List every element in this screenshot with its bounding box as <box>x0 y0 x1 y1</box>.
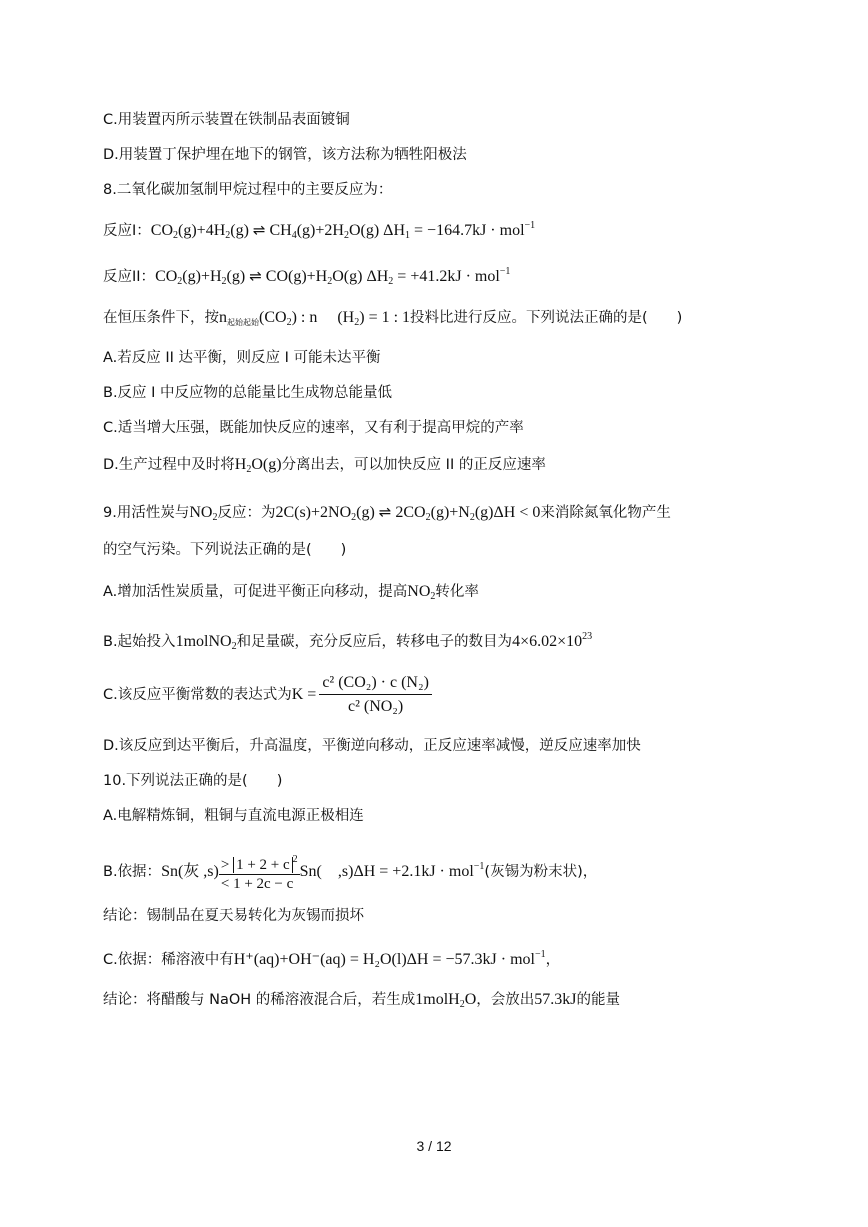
eq-text: (g)ΔH < 0 <box>474 504 541 521</box>
text: 在恒压条件下，按 <box>103 310 219 326</box>
q8-condition <box>103 308 808 333</box>
eq-text: NO <box>407 583 431 600</box>
page-number: 3 / 12 <box>416 1138 452 1154</box>
q8-reaction-1 <box>103 216 808 246</box>
subscript: 4 <box>291 230 297 241</box>
subscript: 2 <box>354 317 360 328</box>
eq-text: O(g) ΔH <box>332 268 389 285</box>
eq-text: (g) <box>226 268 246 285</box>
eq-text: 4×6.02×10 <box>512 633 583 650</box>
eq-text: (g)+2H <box>296 222 344 239</box>
eq-text: O(g) <box>251 456 282 473</box>
equilibrium-arrow: ⇌ <box>249 267 262 285</box>
eq-text: K = <box>291 686 317 703</box>
eq-text: CH <box>269 222 292 239</box>
eq-text: ) = 1 : 1 <box>359 309 411 326</box>
q10-option-b <box>103 847 808 893</box>
subscript: 2 <box>173 230 179 241</box>
text: A.增加活性炭质量，可促进平衡正向移动，提高 <box>103 584 408 600</box>
subscript: 2 <box>231 641 237 652</box>
subscript: 2 <box>212 512 218 523</box>
subscript: 2 <box>459 999 465 1010</box>
eq-text: = −164.7kJ · mol <box>410 222 525 239</box>
q8-reaction-2 <box>103 262 808 292</box>
subscript: 2 <box>388 276 394 287</box>
text: 结论：将醋酸与 NaOH 的稀溶液混合后，若生成 <box>103 992 416 1008</box>
superscript: −1 <box>524 220 536 231</box>
eq-text: O <box>464 991 477 1008</box>
text: C.该反应平衡常数的表达式为 <box>103 687 292 703</box>
subscript: 1 <box>405 230 411 241</box>
q10-option-a: A.电解精炼铜，粗铜与直流电源正极相连 <box>103 808 364 824</box>
eq-text: = +41.2kJ · mol <box>393 268 500 285</box>
subscript: 2 <box>327 276 333 287</box>
eq-text: Sn(灰 ,s) <box>161 863 219 880</box>
text: B.依据： <box>103 864 162 880</box>
subscript: 2 <box>343 230 349 241</box>
eq-text: 1molH <box>415 991 460 1008</box>
eq-text: (g)+4H <box>178 222 226 239</box>
subscript: 2 <box>430 591 436 602</box>
text: 和足量碳，充分反应后，转移电子的数目为 <box>236 634 513 650</box>
subscript: 2 <box>351 512 357 523</box>
eq-text: (g)+N <box>430 504 470 521</box>
superscript: −1 <box>499 266 511 277</box>
text: B.起始投入 <box>103 634 176 650</box>
text: 反应：为 <box>217 505 276 521</box>
subscript: 2 <box>221 276 227 287</box>
q8-stem: 8.二氧化碳加氢制甲烷过程中的主要反应为： <box>103 182 393 198</box>
eq-text: > <box>220 857 234 873</box>
q10-option-c-conclusion <box>103 990 808 1015</box>
eq-text: CO <box>155 268 178 285</box>
q8-option-c: C.适当增大压强，既能加快反应的速率，又有利于提高甲烷的产率 <box>103 420 524 436</box>
subscript: 起始起始 <box>227 318 259 327</box>
superscript: 2 <box>292 854 298 865</box>
superscript: 23 <box>582 631 593 642</box>
eq-text: O(g) ΔH <box>348 222 406 239</box>
q10-option-c <box>103 945 808 970</box>
eq-text: ) : n (H <box>291 309 355 326</box>
superscript: −1 <box>473 861 485 872</box>
q9-option-b <box>103 627 808 657</box>
eq-text: CO <box>150 222 174 239</box>
text: 转化率 <box>435 584 479 600</box>
text: 投料比进行反应。下列说法正确的是( ) <box>410 310 683 326</box>
eq-text: (g)+H <box>182 268 222 285</box>
text: 分离出去，可以加快反应 II 的正反应速率 <box>281 457 546 473</box>
eq-text: H <box>234 456 247 473</box>
fraction-denominator: c² (NO₂) <box>347 698 404 715</box>
subscript: 2 <box>286 317 292 328</box>
subscript: 2 <box>246 464 252 475</box>
eq-text: 57.3kJ <box>534 991 577 1008</box>
equilibrium-arrow: ⇌ <box>252 221 266 239</box>
eq-text: (CO <box>259 309 287 326</box>
eq-text: 2C(s)+2NO <box>275 504 352 521</box>
text: 的能量 <box>576 992 621 1008</box>
superscript: −1 <box>534 949 546 960</box>
eq-text: NO <box>189 504 213 521</box>
text: ，会放出 <box>476 992 535 1008</box>
eq-text: CO(g)+H <box>265 268 328 285</box>
q8-option-d <box>103 455 808 480</box>
subscript: 2 <box>469 512 475 523</box>
text: 9.用活性炭与 <box>103 505 190 521</box>
subscript: 2 <box>425 512 431 523</box>
reaction-label: 反应I： <box>103 223 151 239</box>
q9-stem-line2: 的空气污染。下列说法正确的是( ) <box>103 542 347 558</box>
fraction-numerator: c² (CO₂) · c (N₂) <box>319 673 432 695</box>
q9-option-c <box>103 672 808 718</box>
q10-option-b-conclusion: 结论：锡制品在夏天易转化为灰锡而损坏 <box>103 908 364 924</box>
subscript: 2 <box>177 276 183 287</box>
q9-option-a <box>103 582 808 607</box>
text: 来消除氮氧化物产生 <box>540 505 671 521</box>
eq-text: 2CO <box>395 504 426 521</box>
reaction-label: 反应II： <box>103 269 156 285</box>
text: C.依据：稀溶液中有 <box>103 952 234 968</box>
q10-stem: 10.下列说法正确的是( ) <box>103 773 283 789</box>
eq-text: n <box>219 309 227 326</box>
equilibrium-arrow: ⇌ <box>378 503 392 521</box>
q9-stem-line1 <box>103 502 808 528</box>
eq-text: (g) <box>230 222 249 239</box>
eq-text: H⁺(aq)+OH⁻(aq) = H₂O(l)ΔH = −57.3kJ · mol <box>233 951 535 968</box>
text: ， <box>545 952 561 968</box>
eq-text: 1 + 2 + c <box>236 857 290 873</box>
eq-text: < 1 + 2c − c <box>220 876 294 892</box>
eq-text: 1molNO <box>175 633 232 650</box>
q7-option-d: D.用装置丁保护埋在地下的钢管，该方法称为牺牲阳极法 <box>103 147 467 163</box>
text: D.生产过程中及时将 <box>103 457 235 473</box>
eq-text: (g) <box>356 504 375 521</box>
q8-option-b: B.反应 I 中反应物的总能量比生成物总能量低 <box>103 385 393 401</box>
subscript: 2 <box>225 230 231 241</box>
text: (灰锡为粉末状)， <box>484 864 598 880</box>
q7-option-c: C.用装置丙所示装置在铁制品表面镀铜 <box>103 112 350 128</box>
reaction-condition-stack <box>219 851 300 893</box>
equilibrium-constant-fraction <box>319 673 432 717</box>
eq-text: Sn( ,s)ΔH = +2.1kJ · mol <box>299 863 474 880</box>
q8-option-a: A.若反应 II 达平衡，则反应 I 可能未达平衡 <box>103 350 381 366</box>
q9-option-d: D.该反应到达平衡后，升高温度，平衡逆向移动，正反应速率减慢，逆反应速率加快 <box>103 738 641 754</box>
